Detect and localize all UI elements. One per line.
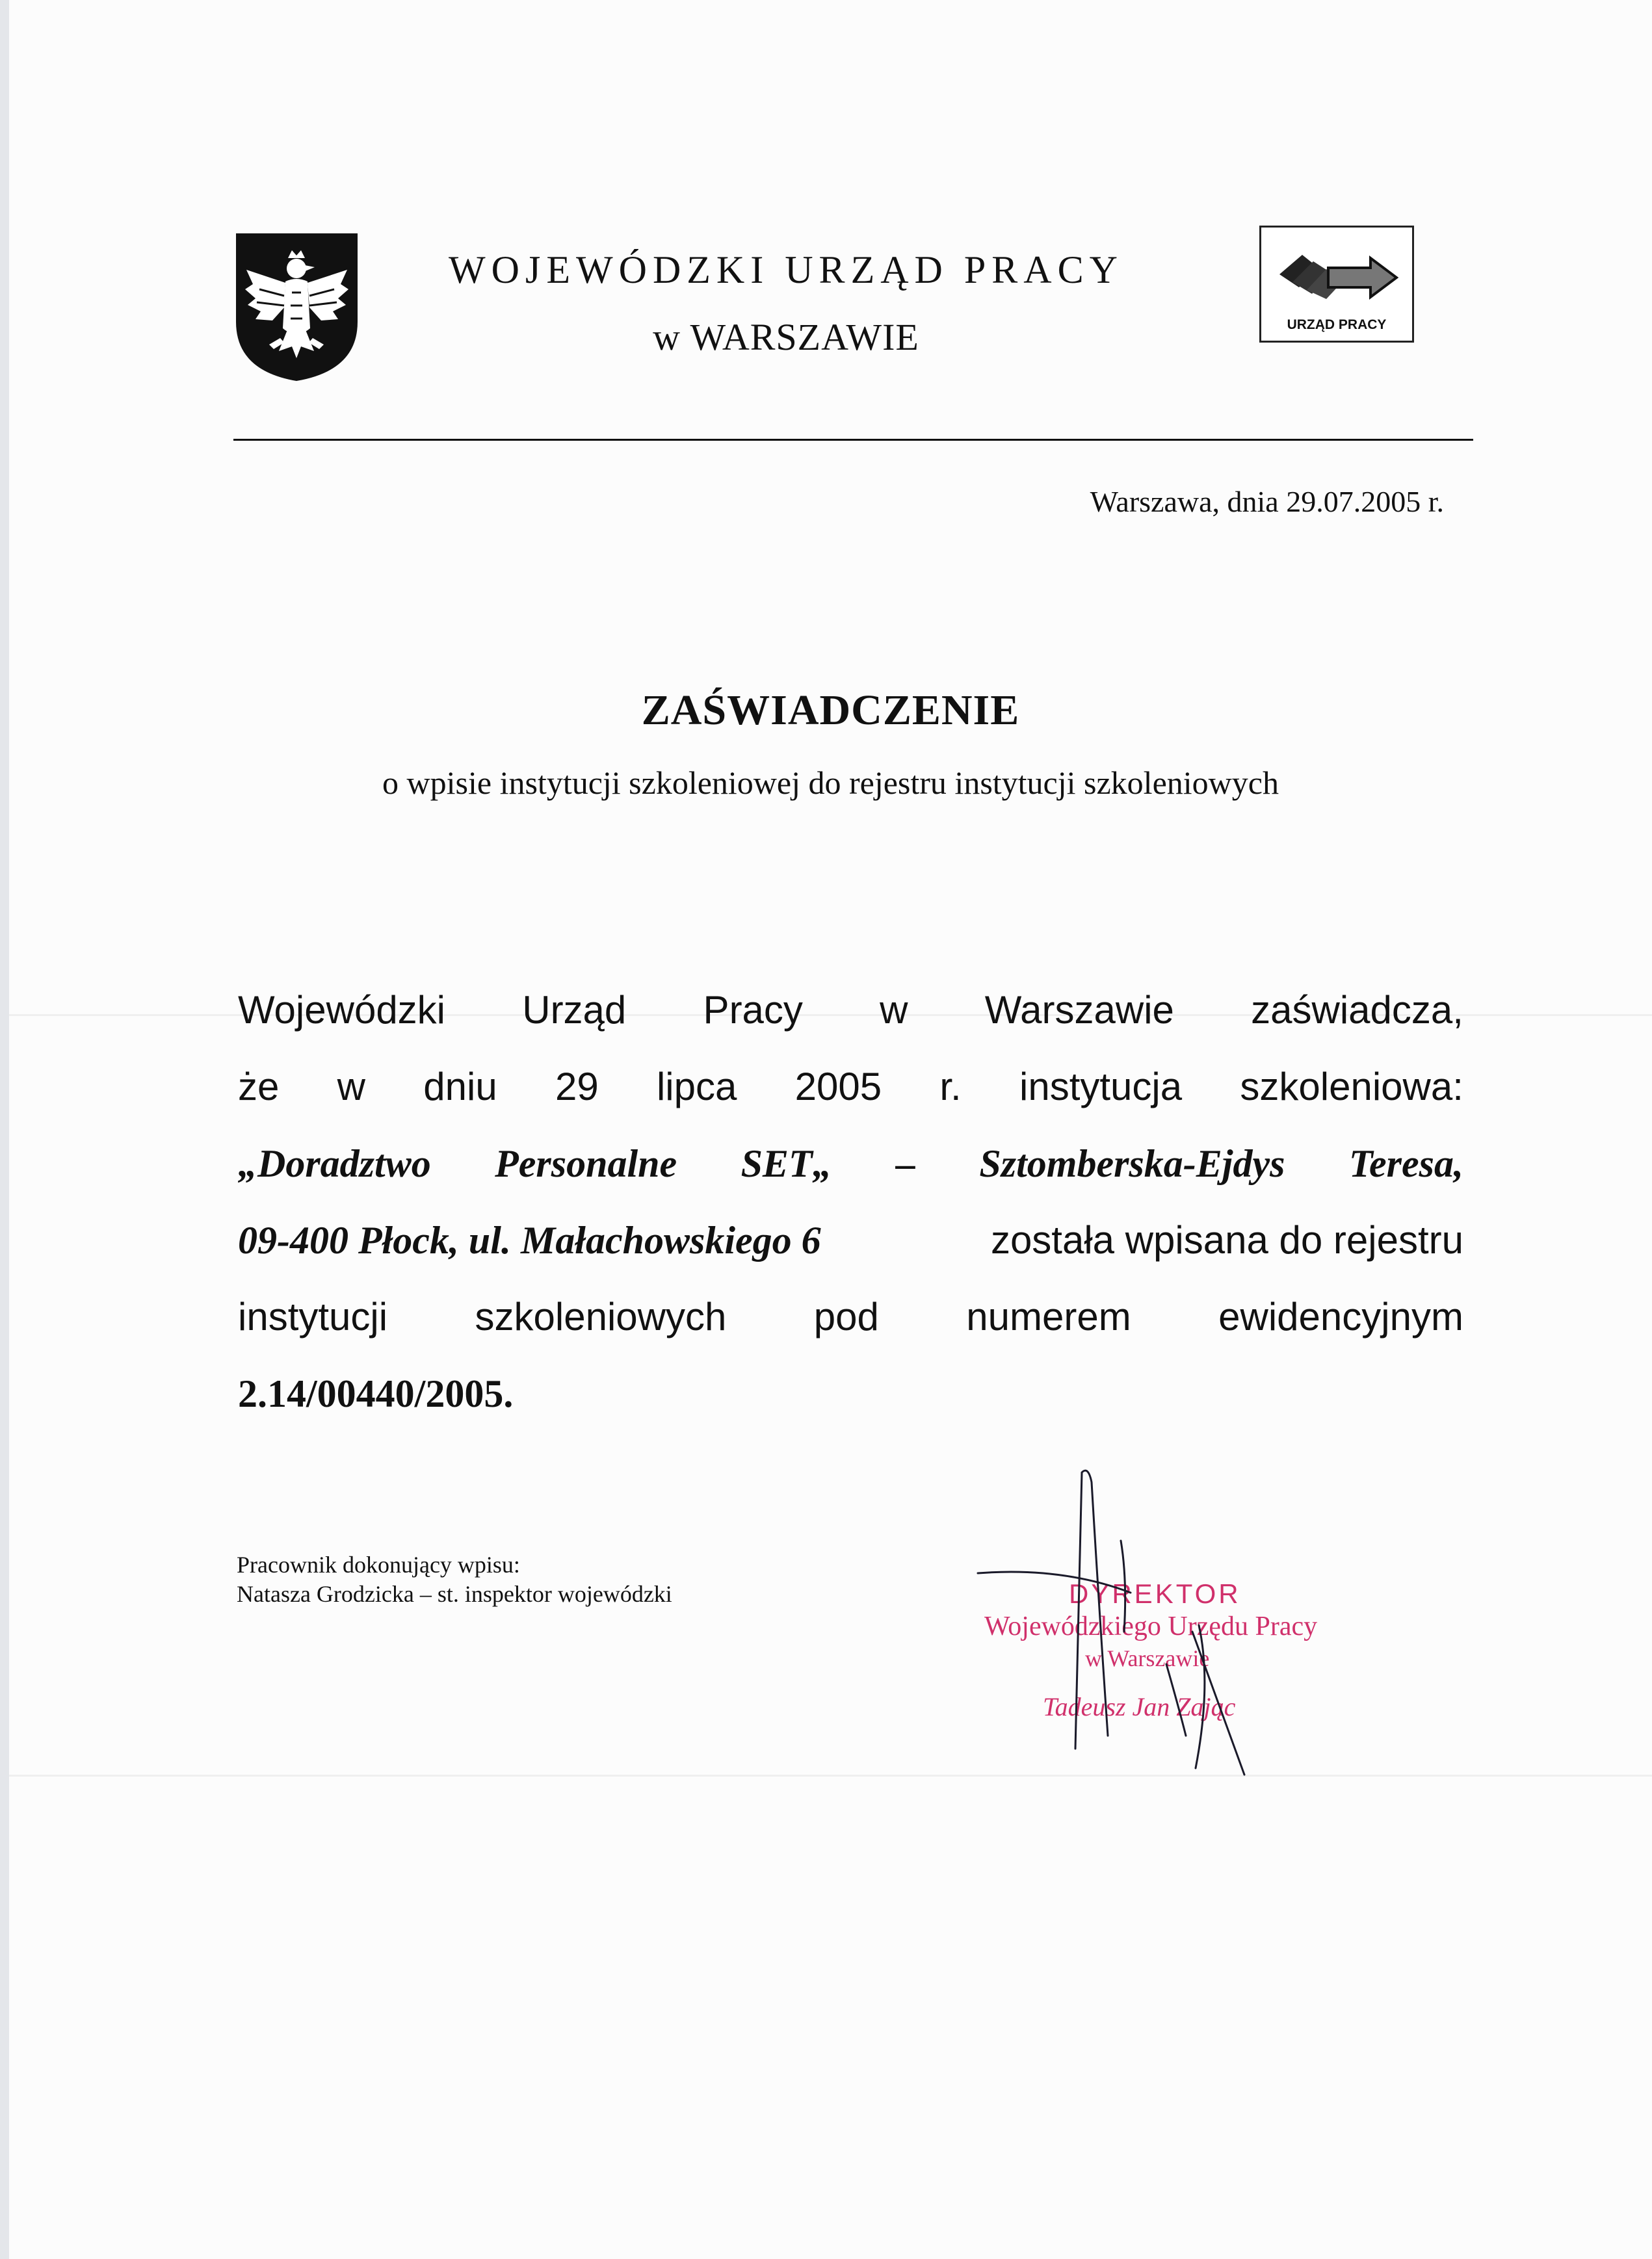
word: została wpisana do rejestru	[990, 1218, 1463, 1262]
stamp-name: Tadeusz Jan Zając	[1043, 1692, 1236, 1721]
employee-block	[237, 1550, 672, 1609]
word: SET„	[741, 1142, 832, 1185]
document-subtitle: o wpisie instytucji szkoleniowej do rejestru instytucji szkoleniowych	[382, 764, 1279, 801]
employee-label: Pracownik dokonujący wpisu:	[237, 1552, 520, 1578]
word: „Doradztwo	[238, 1142, 431, 1185]
word: instytucja	[1019, 1065, 1183, 1108]
body-line-1	[238, 972, 1463, 1049]
word: zaświadcza,	[1251, 988, 1463, 1032]
word: Sztomberska-Ejdys	[979, 1142, 1285, 1185]
word: Teresa,	[1348, 1142, 1463, 1185]
body-line-6	[238, 1355, 1463, 1432]
word: Warszawie	[984, 988, 1174, 1032]
stamp-office: Wojewódzkiego Urzędu Pracy	[984, 1612, 1318, 1641]
stamp-title: DYREKTOR	[1069, 1578, 1241, 1609]
header-title: WOJEWÓDZKI URZĄD PRACY	[449, 248, 1123, 291]
word: szkoleniowych	[475, 1295, 727, 1338]
header-subtitle: w WARSZAWIE	[653, 316, 919, 358]
word: szkoleniowa:	[1240, 1065, 1463, 1108]
word: Personalne	[495, 1142, 677, 1185]
word: instytucji	[238, 1295, 388, 1338]
registration-number: 2.14/00440/2005.	[238, 1372, 514, 1415]
stamp-city: w Warszawie	[1085, 1645, 1210, 1671]
urzad-pracy-logo	[1259, 226, 1414, 343]
document-title: ZAŚWIADCZENIE	[641, 686, 1020, 734]
paper-fold	[9, 1775, 1652, 1777]
body-line-4	[238, 1202, 1463, 1279]
certificate-body	[238, 972, 1463, 1432]
logo-text: URZĄD PRACY	[1287, 317, 1387, 332]
word: –	[896, 1142, 916, 1185]
eagle-coat-of-arms-icon	[233, 231, 360, 384]
word: pod	[813, 1295, 879, 1338]
word: Urząd	[522, 988, 627, 1032]
employee-name: Natasza Grodzicka – st. inspektor wojewódzki	[237, 1581, 672, 1607]
word: że	[238, 1065, 280, 1108]
document-date: Warszawa, dnia 29.07.2005 r.	[1090, 485, 1444, 518]
word: w	[337, 1065, 365, 1108]
word: 29	[555, 1065, 599, 1108]
word: 2005	[794, 1065, 882, 1108]
word: Wojewódzki	[238, 988, 446, 1032]
word: w	[880, 988, 908, 1032]
institution-address: 09-400 Płock, ul. Małachowskiego 6	[238, 1219, 821, 1262]
body-line-2	[238, 1049, 1463, 1125]
word: numerem	[966, 1295, 1131, 1338]
signature-icon	[971, 1463, 1335, 1801]
body-line-3-institution	[238, 1125, 1463, 1202]
word: lipca	[656, 1065, 737, 1108]
word: dniu	[423, 1065, 497, 1108]
word: ewidencyjnym	[1218, 1295, 1463, 1338]
header-divider	[233, 439, 1473, 441]
urzad-pracy-logo-icon	[1273, 242, 1404, 307]
word: Pracy	[703, 988, 803, 1032]
body-line-5	[238, 1279, 1463, 1355]
word: r.	[939, 1065, 962, 1108]
director-stamp	[971, 1463, 1335, 1801]
